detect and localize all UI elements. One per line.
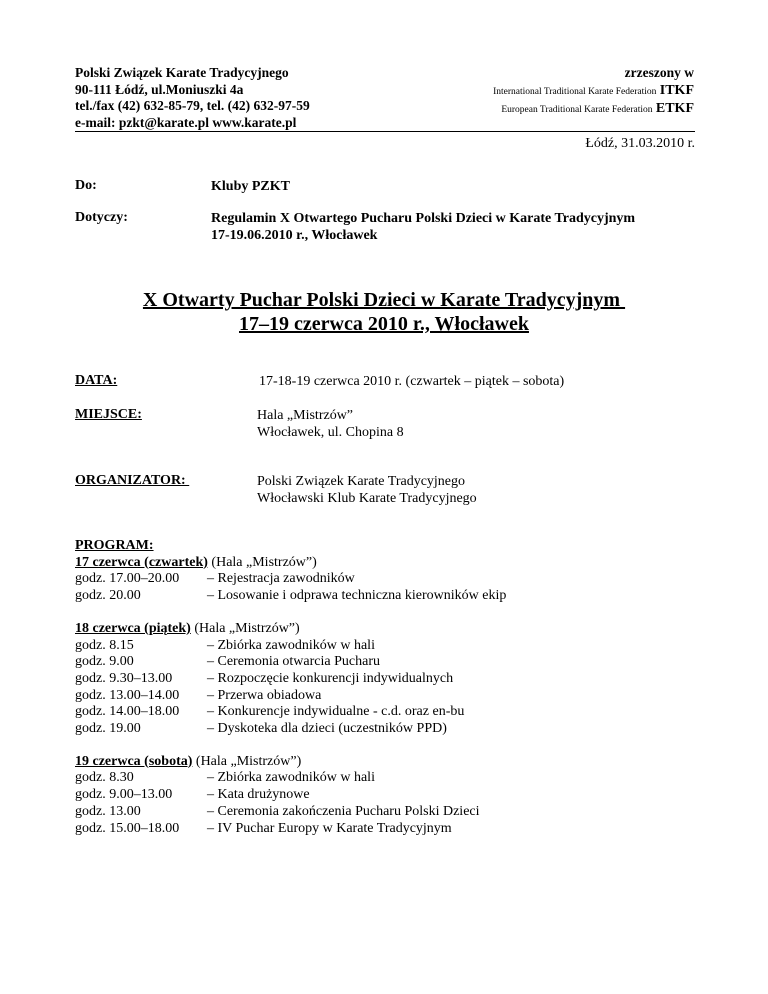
federation-block (493, 65, 694, 119)
schedule-time: godz. 9.00 (75, 654, 134, 670)
regarding-line-2: 17-19.06.2010 r., Włocławek (211, 228, 378, 243)
day-date: 17 czerwca (czwartek) (75, 554, 208, 570)
schedule-desc: – Ceremonia otwarcia Pucharu (207, 654, 380, 670)
schedule-time: godz. 14.00–18.00 (75, 704, 180, 720)
schedule-time: godz. 17.00–20.00 (75, 571, 180, 587)
program-section (75, 538, 506, 837)
program-day-3 (75, 754, 506, 838)
day-heading (75, 754, 506, 771)
day-heading (75, 555, 506, 572)
org-name: Polski Związek Karate Tradycyjnego (75, 65, 289, 80)
document-title (0, 288, 768, 336)
data-value: 17-18-19 czerwca 2010 r. (czwartek – piątek – sobota) (259, 374, 565, 389)
schedule-row (75, 638, 506, 655)
schedule-row (75, 704, 506, 721)
schedule-time: godz. 13.00–14.00 (75, 687, 180, 703)
program-heading: PROGRAM: (75, 538, 154, 553)
to-label: Do: (75, 178, 97, 193)
place-label: MIEJSCE: (75, 407, 142, 422)
org-phone: tel./fax (42) 632-85-79, tel. (42) 632-97-59 (75, 98, 310, 113)
schedule-desc: – Zbiórka zawodników w hali (207, 637, 375, 653)
day-venue: (Hala „Mistrzów”) (190, 620, 300, 636)
schedule-time: godz. 19.00 (75, 721, 141, 737)
organizer-label: ORGANIZATOR: (75, 473, 190, 488)
schedule-desc: – Ceremonia zakończenia Pucharu Polski Dzieci (207, 803, 480, 819)
header-divider (75, 131, 695, 132)
schedule-desc: – Rozpoczęcie konkurencji indywidualnych (207, 670, 454, 686)
schedule-row (75, 654, 506, 671)
schedule-time: godz. 8.15 (75, 637, 134, 653)
title-line-1: X Otwarty Puchar Polski Dzieci w Karate Tradycyjnym (142, 289, 626, 311)
day-venue: (Hala „Mistrzów”) (192, 753, 302, 769)
schedule-desc: – Przerwa obiadowa (207, 687, 322, 703)
itkf-abbr: ITKF (659, 82, 694, 98)
day-heading (75, 621, 506, 638)
spacer (75, 605, 506, 621)
schedule-time: godz. 9.30–13.00 (75, 670, 173, 686)
schedule-row (75, 688, 506, 705)
organizer-line-2: Włocławski Klub Karate Tradycyjnego (257, 491, 477, 506)
schedule-row (75, 721, 506, 738)
schedule-row (75, 588, 506, 605)
schedule-desc: – IV Puchar Europy w Karate Tradycyjnym (207, 820, 452, 836)
schedule-time: godz. 13.00 (75, 803, 141, 819)
day-date: 18 czerwca (piątek) (75, 620, 191, 636)
federation-itkf (493, 82, 694, 101)
program-day-1 (75, 555, 506, 605)
day-venue: (Hala „Mistrzów”) (207, 554, 317, 570)
letter-date: Łódź, 31.03.2010 r. (585, 136, 695, 151)
schedule-row (75, 821, 506, 838)
program-day-2 (75, 621, 506, 738)
etkf-name: European Traditional Karate Federation (501, 105, 653, 115)
schedule-time: godz. 15.00–18.00 (75, 820, 180, 836)
schedule-time: godz. 8.30 (75, 770, 134, 786)
org-address: 90-111 Łódź, ul.Moniuszki 4a (75, 81, 244, 97)
data-label: DATA: (75, 373, 118, 388)
regarding-label: Dotyczy: (75, 210, 128, 225)
itkf-name: International Traditional Karate Federation (493, 86, 657, 97)
organizer-line-1: Polski Związek Karate Tradycyjnego (257, 474, 466, 489)
organization-address-block (75, 65, 310, 131)
to-value: Kluby PZKT (211, 179, 290, 194)
schedule-row (75, 787, 506, 804)
schedule-time: godz. 20.00 (75, 588, 141, 604)
spacer (75, 738, 506, 754)
schedule-desc: – Dyskoteka dla dzieci (uczestników PPD) (207, 721, 447, 737)
member-of-label: zrzeszony w (624, 65, 694, 80)
place-value (257, 407, 404, 441)
place-line-1: Hala „Mistrzów” (257, 408, 354, 423)
org-email-web: e-mail: pzkt@karate.pl www.karate.pl (75, 114, 297, 130)
day-date: 19 czerwca (sobota) (75, 753, 193, 769)
title-line-2: 17–19 czerwca 2010 r., Włocławek (239, 313, 529, 335)
schedule-time: godz. 9.00–13.00 (75, 787, 173, 803)
federation-etkf (493, 100, 694, 119)
schedule-desc: – Kata drużynowe (207, 787, 310, 803)
schedule-row (75, 671, 506, 688)
place-line-2: Włocławek, ul. Chopina 8 (257, 425, 404, 440)
schedule-row (75, 770, 506, 787)
schedule-row (75, 804, 506, 821)
organizer-value (257, 473, 477, 507)
schedule-desc: – Rejestracja zawodników (207, 571, 355, 587)
regarding-value (211, 210, 635, 244)
schedule-row (75, 571, 506, 588)
schedule-desc: – Losowanie i odprawa techniczna kierowników ekip (207, 588, 507, 604)
schedule-desc: – Zbiórka zawodników w hali (207, 770, 375, 786)
schedule-desc: – Konkurencje indywidualne - c.d. oraz en-bu (207, 704, 465, 720)
regarding-line-1: Regulamin X Otwartego Pucharu Polski Dzieci w Karate Tradycyjnym (211, 211, 636, 226)
etkf-abbr: ETKF (655, 101, 694, 116)
